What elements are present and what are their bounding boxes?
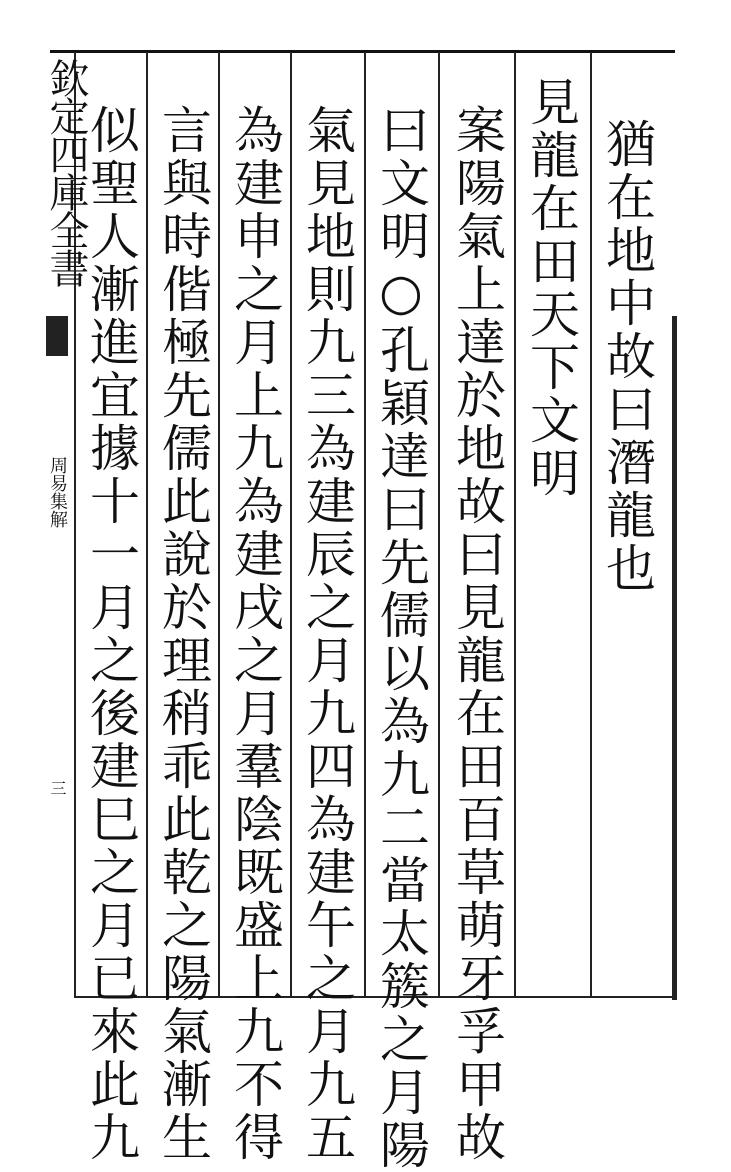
text-column-8: 似聖人漸進宜據十一月之後建巳之月已來此九 <box>82 104 140 1164</box>
column-rule <box>590 52 592 998</box>
book-title: 周易集解 <box>47 456 68 528</box>
text-column-1: 猶在地中故曰潛龍也 <box>598 118 656 595</box>
column-rule <box>364 52 366 998</box>
text-column-7: 言與時偕極先儒此說於理稍乖此乾之陽氣漸生 <box>154 104 212 1164</box>
library-title: 欽定四庫全書 <box>43 58 89 286</box>
column-rule <box>290 52 292 998</box>
column-rule <box>672 316 677 1000</box>
text-column-2: 見龍在田天下文明 <box>522 76 580 500</box>
column-rule <box>146 52 148 998</box>
column-rule <box>438 52 440 998</box>
column-rule <box>514 52 516 998</box>
text-column-3: 案陽氣上達於地故曰見龍在田百草萌牙孚甲故 <box>448 104 506 1164</box>
text-column-6: 為建申之月上九為建戌之月羣陰既盛上九不得 <box>226 104 284 1164</box>
page-frame <box>47 50 675 1003</box>
fishtail-mark <box>46 316 68 356</box>
column-rule <box>218 52 220 998</box>
text-column-4: 曰文明○孔穎達曰先儒以為九二當太簇之月陽 <box>372 104 430 1172</box>
page-number: 三 <box>48 780 67 796</box>
text-column-5: 氣見地則九三為建辰之月九四為建午之月九五 <box>298 104 356 1164</box>
